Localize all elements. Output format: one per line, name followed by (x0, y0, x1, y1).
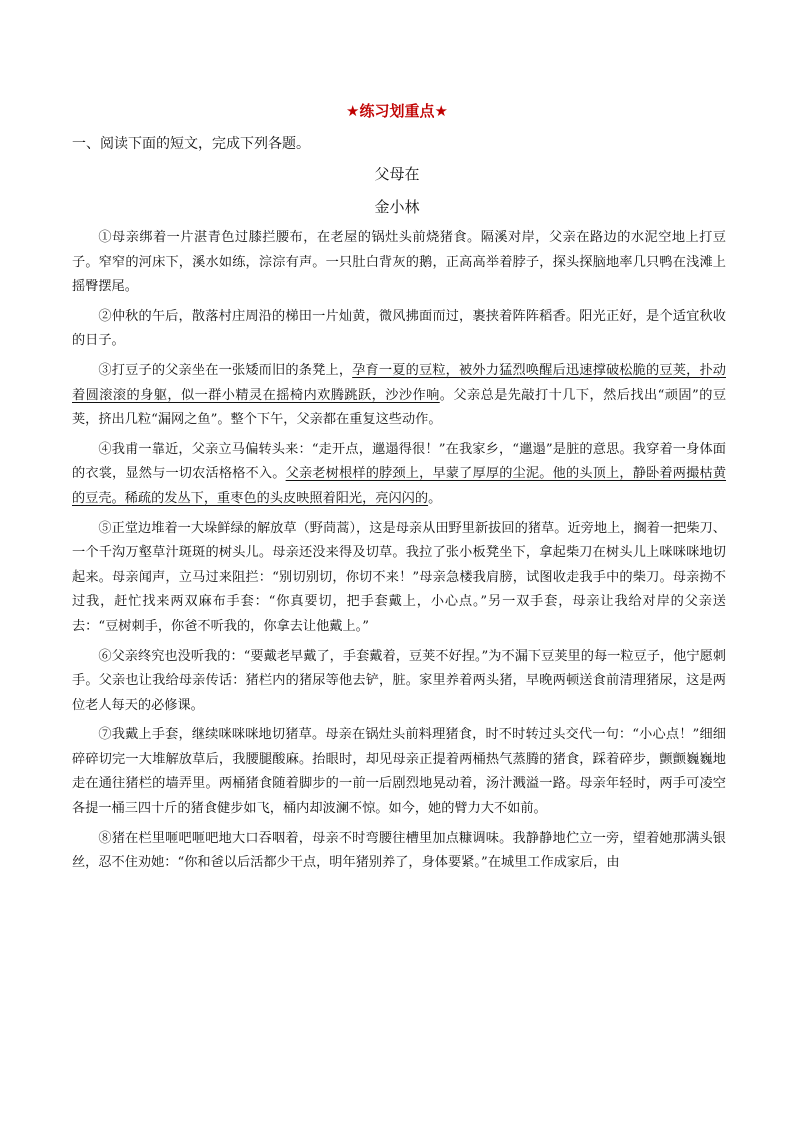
paragraph-7 (72, 723, 726, 821)
underlined-sentence: 父亲老树根样的脖颈上，早蒙了厚厚的尘泥。他的头顶上，静卧着两撮枯黄的豆壳。稀疏的发丛下，重枣色的头皮映照着阳光，亮闪闪的 (72, 466, 727, 506)
paragraph-6 (72, 645, 726, 719)
paragraph-5 (72, 517, 726, 640)
paragraph-3 (72, 359, 726, 433)
paragraph-text: ③打豆子的父亲坐在一张矮而旧的条凳上， (98, 362, 353, 378)
essay-body (72, 226, 726, 881)
essay-title: 父母在 (374, 165, 420, 183)
practice-heading: ★练习划重点★ (346, 102, 448, 120)
paragraph-text: ④我甫一靠近，父亲立马偏转头来：“走开点，邋遢得很！”在我家乡，“邋遢”是脏的意思。我穿着一身体面的衣裳，显然与一切农活格格不入。 (72, 441, 726, 482)
paragraph-2 (72, 305, 726, 354)
paragraph-text: ②仲秋的午后，散落村庄周沿的梯田一片灿黄，微风拂面而过，裹挟着阵阵稻香。阳光正好，是个适宜秋收的日子。 (72, 308, 726, 349)
paragraph-text: ⑦我戴上手套，继续咪咪咪地切猪草。母亲在锅灶头前料理猪食，时不时转过头交代一句：“小心点！”细细碎碎切完一大堆解放草后，我腰腿酸麻。抬眼时，却见母亲正提着两桶热气蒸腾的猪食，踩着碎步，颤颤巍巍地走在通往猪栏的墙弄里。两桶猪食随着脚步的一前一后剧烈地晃动着，汤汁溅溢一路。母亲年轻时，两手可凌空各提一桶三四十斤的猪食健步如飞，桶内却波澜不惊。如今，她的臂力大不如前。 (72, 727, 726, 817)
paragraph-text: 。 (428, 490, 442, 506)
paragraph-text: ⑥父亲终究也没听我的：“要戴老早戴了，手套戴着，豆荚不好捏。”为不漏下豆荚里的每一粒豆子，他宁愿刺手。父亲也让我给母亲传话：猪栏内的猪尿等他去铲，脏。家里养着两头猪，早晚两顿送食前清理猪尿，这是两位老人每天的必修课。 (72, 648, 726, 713)
paragraph-text: 。父亲总是先敲打十几下，然后找出“顽固”的豆荚，挤出几粒“漏网之鱼”。整个下午，父亲都在重复这些动作。 (72, 387, 727, 428)
paragraph-text: ⑧猪在栏里咂吧咂吧地大口吞咽着，母亲不时弯腰往槽里加点糠调味。我静静地伫立一旁，望着她那满头银丝，忍不住劝她：“你和爸以后活都少干点，明年猪别养了，身体要紧。”在城里工作成家后，由 (72, 830, 726, 871)
paragraph-8 (72, 827, 726, 876)
question-instruction: 一、阅读下面的短文，完成下列各题。 (72, 136, 310, 152)
paragraph-1 (72, 226, 726, 300)
paragraph-4 (72, 438, 726, 512)
paragraph-text: ⑤正堂边堆着一大垛鲜绿的解放草（野茼蒿），这是母亲从田野里新拔回的猪草。近旁地上，搁着一把柴刀、一个千沟万壑草汁斑斑的树头儿。母亲还没来得及切草。我拉了张小板凳坐下，拿起柴刀在树头儿上咪咪咪地切起来。母亲闻声，立马过来阻拦：“别切别切，你切不来！”母亲急楼我肩膀，试图收走我手中的柴刀。母亲拗不过我，赶忙找来两双麻布手套：“你真要切，把手套戴上，小心点。”另一双手套，母亲让我给对岸的父亲送去：“豆树刺手，你爸不听我的，你拿去让他戴上。” (72, 520, 726, 634)
underlined-sentence: 孕育一夏的豆粒，被外力猛烈唤醒后迅速撑破松脆的豆荚，扑动着圆滚滚的身躯，似一群小精灵在摇椅内欢腾跳跃，沙沙作响 (72, 362, 726, 403)
paragraph-text: ①母亲绑着一片湛青色过膝拦腰布，在老屋的锅灶头前烧猪食。隔溪对岸，父亲在路边的水泥空地上打豆子。窄窄的河床下，溪水如练，淙淙有声。一只肚白背灰的鹅，正高高举着脖子，探头探脑地率几只鸭在浅滩上摇臀摆尾。 (72, 230, 726, 295)
essay-author: 金小林 (374, 198, 420, 216)
